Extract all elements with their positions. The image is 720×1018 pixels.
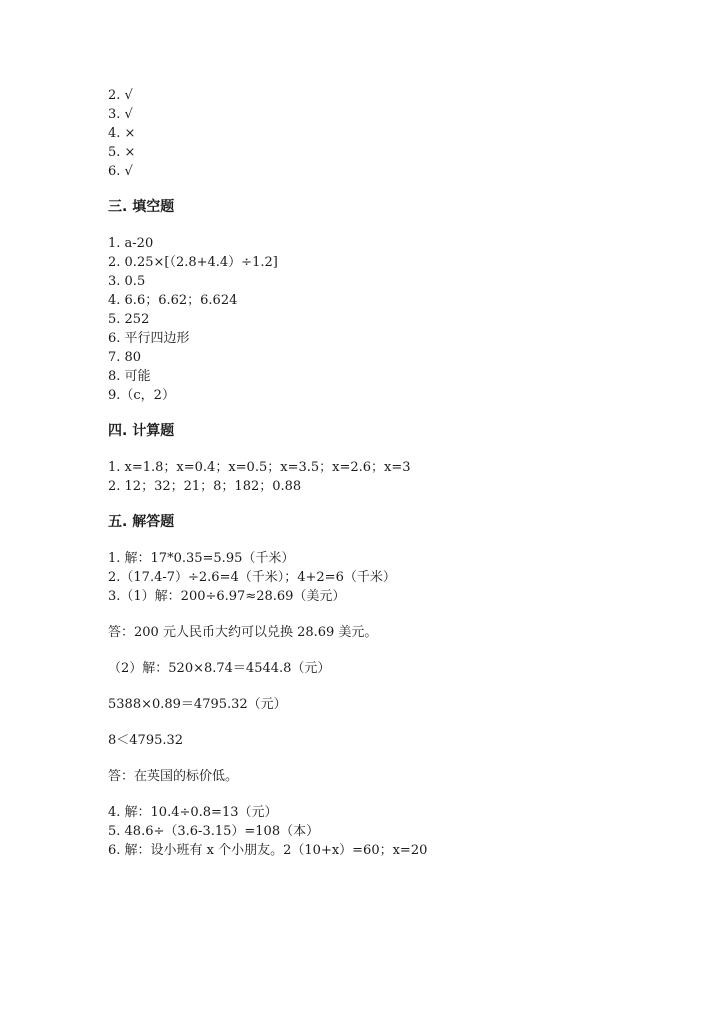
answer-line: 2. 0.25×[（2.8+4.4）÷1.2] xyxy=(108,255,278,270)
answer-paragraph: 5388×0.89＝4795.32（元） xyxy=(108,697,287,712)
answer-line: 3. 0.5 xyxy=(108,274,146,289)
answer-line: 1. x=1.8；x=0.4；x=0.5；x=3.5；x=2.6；x=3 xyxy=(108,460,411,475)
answer-line: 6. 平行四边形 xyxy=(108,331,190,346)
answer-line: 4. 解：10.4÷0.8=13（元） xyxy=(108,805,278,820)
answer-line: 4. 6.6；6.62；6.624 xyxy=(108,293,238,308)
answer-line: 5. 48.6÷（3.6-3.15）=108（本） xyxy=(108,824,320,839)
answer-line: 6. 解：设小班有 x 个小朋友。2（10+x）=60；x=20 xyxy=(108,843,428,858)
answer-line: 5. 252 xyxy=(108,312,150,327)
calculation-answers xyxy=(108,458,668,496)
judgement-answers xyxy=(108,86,668,181)
answer-line: 5. × xyxy=(108,145,136,160)
answer-line: 2.（17.4-7）÷2.6=4（千米）；4+2=6（千米） xyxy=(108,570,396,585)
section-heading-fill-blank: 三. 填空题 xyxy=(108,199,175,215)
solution-answers xyxy=(108,549,668,860)
answer-line: 1. 解：17*0.35=5.95（千米） xyxy=(108,551,295,566)
answer-line: 3. √ xyxy=(108,107,133,122)
answer-line: 2. 12；32；21；8；182；0.88 xyxy=(108,479,302,494)
answer-paragraph: （2）解：520×8.74＝4544.8（元） xyxy=(108,661,331,676)
answer-sheet xyxy=(108,86,668,860)
answer-paragraph: 答：在英国的标价低。 xyxy=(108,769,239,784)
answer-line: 9.（c，2） xyxy=(108,388,175,403)
answer-line: 6. √ xyxy=(108,164,133,179)
section-heading-calculation: 四. 计算题 xyxy=(108,423,175,439)
answer-line: 8. 可能 xyxy=(108,369,151,384)
section-heading-solution: 五. 解答题 xyxy=(108,514,175,530)
answer-line: 2. √ xyxy=(108,88,133,103)
fill-blank-answers xyxy=(108,234,668,405)
answer-line: 3.（1）解：200÷6.97≈28.69（美元） xyxy=(108,589,346,604)
answer-paragraph: 8＜4795.32 xyxy=(108,733,184,748)
answer-line: 1. a-20 xyxy=(108,236,154,251)
answer-line: 4. × xyxy=(108,126,136,141)
answer-line: 7. 80 xyxy=(108,350,142,365)
answer-paragraph: 答：200 元人民币大约可以兑换 28.69 美元。 xyxy=(108,625,378,640)
